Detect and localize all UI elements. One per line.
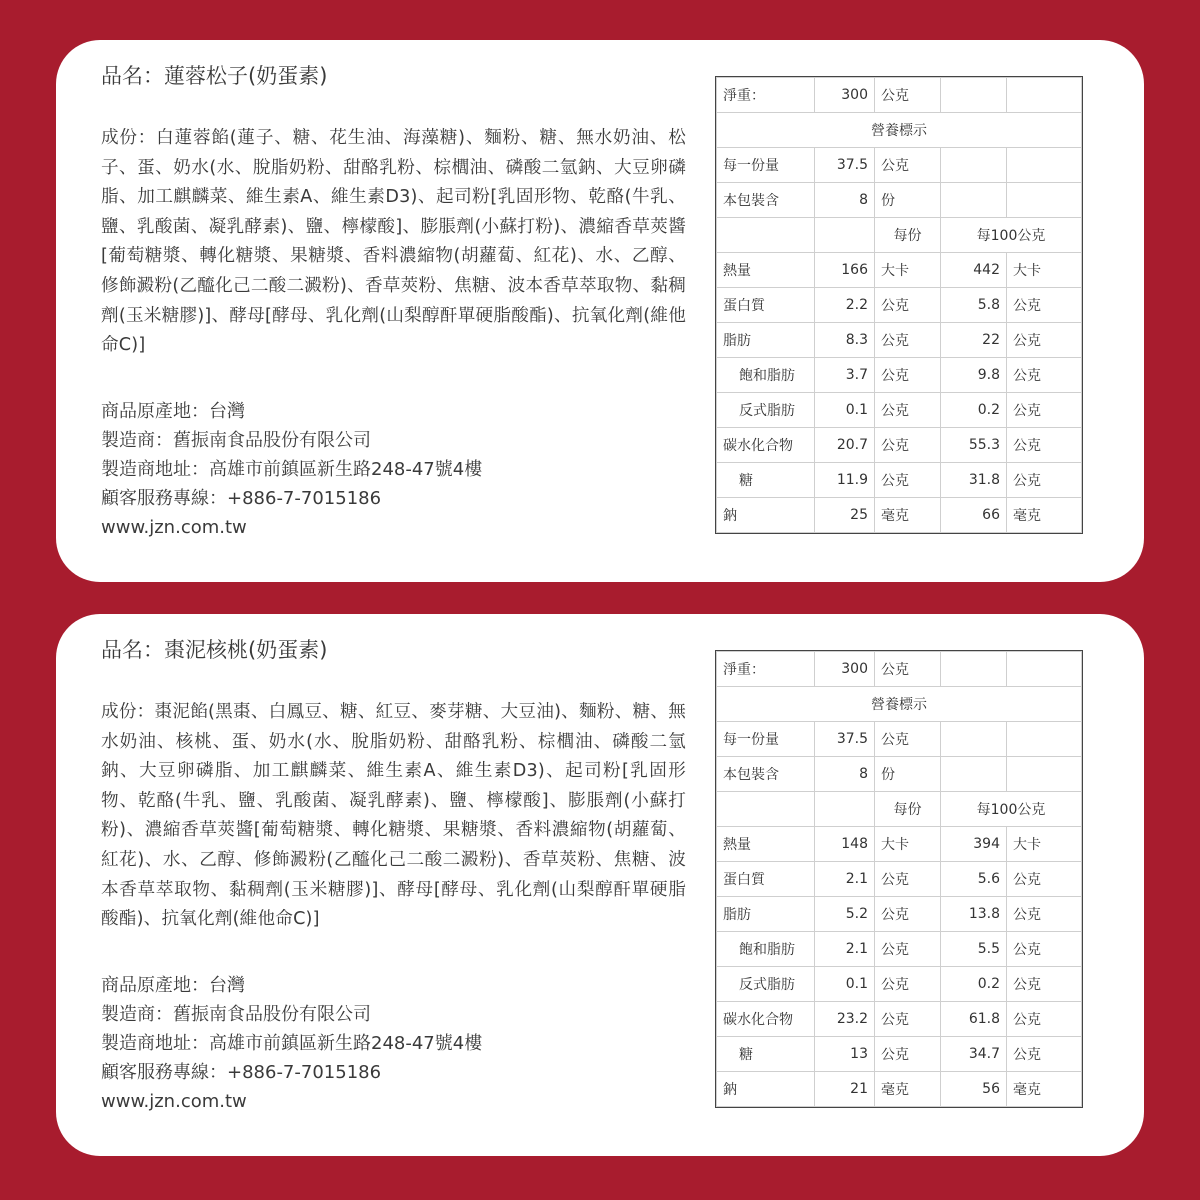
per-100g-unit: 公克 — [1007, 463, 1082, 498]
nutrient-row — [717, 393, 1082, 428]
per-serving-value: 21 — [815, 1072, 875, 1107]
per-serving-value: 3.7 — [815, 358, 875, 393]
net-weight-value: 300 — [815, 652, 875, 687]
nutrient-label: 飽和脂肪 — [717, 358, 815, 393]
per-100g-unit: 大卡 — [1007, 253, 1082, 288]
origin-block — [101, 971, 686, 1116]
per-100g-unit: 毫克 — [1007, 1072, 1082, 1107]
per-serving-unit: 毫克 — [875, 1072, 941, 1107]
origin-block — [101, 397, 686, 542]
per-serving-unit: 公克 — [875, 932, 941, 967]
net-weight-row — [717, 78, 1082, 113]
per-serving-value: 148 — [815, 827, 875, 862]
per-100g-unit: 公克 — [1007, 1002, 1082, 1037]
per-100g-unit: 公克 — [1007, 393, 1082, 428]
net-weight-label: 淨重： — [717, 652, 815, 687]
nutrient-label: 鈉 — [717, 1072, 815, 1107]
servings-per-pack-unit: 份 — [875, 757, 941, 792]
per-serving-value: 13 — [815, 1037, 875, 1072]
nutrient-row — [717, 827, 1082, 862]
customer-hotline: 顧客服務專線：+886-7-7015186 — [101, 487, 382, 509]
per-100g-value: 5.6 — [941, 862, 1007, 897]
nutrition-table — [716, 651, 1082, 1107]
nutrition-title-row — [717, 113, 1082, 148]
product-info — [101, 56, 686, 542]
per-serving-unit: 公克 — [875, 358, 941, 393]
per-100g-unit: 公克 — [1007, 862, 1082, 897]
per-100g-value: 5.5 — [941, 932, 1007, 967]
product-card-2 — [56, 614, 1144, 1156]
nutrient-label: 飽和脂肪 — [717, 932, 815, 967]
serving-size-row — [717, 148, 1082, 183]
per-serving-unit: 毫克 — [875, 498, 941, 533]
per-100g-value: 394 — [941, 827, 1007, 862]
nutrient-label: 脂肪 — [717, 897, 815, 932]
per-serving-value: 11.9 — [815, 463, 875, 498]
serving-size-label: 每一份量 — [717, 148, 815, 183]
ingredients-text: 成份：白蓮蓉餡(蓮子、糖、花生油、海藻糖)、麵粉、糖、無水奶油、松子、蛋、奶水(水、脫脂奶粉、甜酪乳粉、棕櫚油、磷酸二氫鈉、大豆卵磷脂、加工麒麟菜、維生素A、維生素D3)、起司粉[乳固形物、乾酪(牛乳、鹽、乳酸菌、凝乳酵素)、鹽、檸檬酸]、膨脹劑(小蘇打粉)、濃縮香草莢醬[葡萄糖漿、轉化糖漿、果糖漿、香料濃縮物(胡蘿蔔、紅花)、水、乙醇、修飾澱粉(乙醯化己二酸二澱粉)、香草莢粉、焦糖、波本香草萃取物、黏稠劑(玉米糖膠)]、酵母[酵母、乳化劑(山梨醇酐單硬脂酸酯)、抗氧化劑(維他命C)] — [101, 128, 686, 356]
website-link[interactable]: www.jzn.com.tw — [101, 516, 247, 538]
per-serving-value: 2.2 — [815, 288, 875, 323]
per-serving-value: 5.2 — [815, 897, 875, 932]
nutrient-row — [717, 323, 1082, 358]
nutrition-title: 營養標示 — [717, 687, 1082, 722]
product-name: 品名：棗泥核桃(奶蛋素) — [101, 638, 328, 662]
product-card-1 — [56, 40, 1144, 582]
manufacturer-address: 製造商地址：高雄市前鎮區新生路248-47號4樓 — [101, 458, 483, 480]
nutrition-title: 營養標示 — [717, 113, 1082, 148]
serving-size-row — [717, 722, 1082, 757]
per-100g-value: 55.3 — [941, 428, 1007, 463]
servings-per-pack-row — [717, 183, 1082, 218]
per-serving-unit: 公克 — [875, 967, 941, 1002]
per-100g-value: 66 — [941, 498, 1007, 533]
nutrient-row — [717, 463, 1082, 498]
per-serving-value: 2.1 — [815, 862, 875, 897]
nutrient-label: 蛋白質 — [717, 288, 815, 323]
ingredients-text: 成份：棗泥餡(黑棗、白鳳豆、糖、紅豆、麥芽糖、大豆油)、麵粉、糖、無水奶油、核桃、蛋、奶水(水、脫脂奶粉、甜酪乳粉、棕櫚油、磷酸二氫鈉、大豆卵磷脂、加工麒麟菜、維生素A、維生素D3)、起司粉[乳固形物、乾酪(牛乳、鹽、乳酸菌、凝乳酵素)、鹽、檸檬酸]、膨脹劑(小蘇打粉)、濃縮香草莢醬[葡萄糖漿、轉化糖漿、果糖漿、香料濃縮物(胡蘿蔔、紅花)、水、乙醇、修飾澱粉(乙醯化己二酸二澱粉)、香草莢粉、焦糖、波本香草萃取物、黏稠劑(玉米糖膠)]、酵母[酵母、乳化劑(山梨醇酐單硬脂酸酯)、抗氧化劑(維他命C)] — [101, 702, 686, 930]
per-100g-value: 31.8 — [941, 463, 1007, 498]
product-name: 品名：蓮蓉松子(奶蛋素) — [101, 64, 328, 88]
nutrient-label: 碳水化合物 — [717, 428, 815, 463]
manufacturer-address: 製造商地址：高雄市前鎮區新生路248-47號4樓 — [101, 1032, 483, 1054]
net-weight-row — [717, 652, 1082, 687]
per-100g-value: 22 — [941, 323, 1007, 358]
per-serving-unit: 大卡 — [875, 827, 941, 862]
nutrient-row — [717, 1037, 1082, 1072]
nutrition-table — [716, 77, 1082, 533]
net-weight-unit: 公克 — [875, 652, 941, 687]
per-100g-value: 0.2 — [941, 967, 1007, 1002]
nutrient-label: 碳水化合物 — [717, 1002, 815, 1037]
nutrient-row — [717, 358, 1082, 393]
col-per-serving: 每份 — [875, 218, 941, 253]
per-serving-unit: 公克 — [875, 897, 941, 932]
servings-per-pack-label: 本包裝含 — [717, 757, 815, 792]
per-serving-value: 0.1 — [815, 967, 875, 1002]
serving-size-value: 37.5 — [815, 148, 875, 183]
serving-size-unit: 公克 — [875, 148, 941, 183]
per-serving-value: 0.1 — [815, 393, 875, 428]
per-serving-unit: 公克 — [875, 1037, 941, 1072]
nutrient-label: 熱量 — [717, 253, 815, 288]
nutrient-row — [717, 498, 1082, 533]
nutrient-label: 熱量 — [717, 827, 815, 862]
nutrient-label: 鈉 — [717, 498, 815, 533]
manufacturer: 製造商：舊振南食品股份有限公司 — [101, 1003, 371, 1025]
per-100g-unit: 公克 — [1007, 897, 1082, 932]
per-100g-unit: 公克 — [1007, 428, 1082, 463]
nutrient-row — [717, 862, 1082, 897]
nutrient-row — [717, 288, 1082, 323]
serving-size-label: 每一份量 — [717, 722, 815, 757]
net-weight-value: 300 — [815, 78, 875, 113]
per-serving-unit: 公克 — [875, 393, 941, 428]
per-100g-unit: 公克 — [1007, 358, 1082, 393]
net-weight-label: 淨重： — [717, 78, 815, 113]
net-weight-unit: 公克 — [875, 78, 941, 113]
nutrient-label: 糖 — [717, 1037, 815, 1072]
col-per-serving: 每份 — [875, 792, 941, 827]
per-serving-unit: 公克 — [875, 463, 941, 498]
col-per-100g: 每100公克 — [941, 792, 1082, 827]
per-100g-unit: 公克 — [1007, 1037, 1082, 1072]
column-header-row — [717, 792, 1082, 827]
servings-per-pack-unit: 份 — [875, 183, 941, 218]
nutrient-row — [717, 1072, 1082, 1107]
per-100g-value: 5.8 — [941, 288, 1007, 323]
per-100g-value: 13.8 — [941, 897, 1007, 932]
nutrient-label: 蛋白質 — [717, 862, 815, 897]
per-serving-unit: 公克 — [875, 288, 941, 323]
servings-per-pack-value: 8 — [815, 183, 875, 218]
per-serving-value: 23.2 — [815, 1002, 875, 1037]
per-100g-value: 442 — [941, 253, 1007, 288]
nutrient-row — [717, 967, 1082, 1002]
nutrient-label: 反式脂肪 — [717, 967, 815, 1002]
serving-size-unit: 公克 — [875, 722, 941, 757]
per-100g-value: 34.7 — [941, 1037, 1007, 1072]
per-100g-value: 9.8 — [941, 358, 1007, 393]
product-info — [101, 630, 686, 1116]
per-100g-unit: 公克 — [1007, 288, 1082, 323]
nutrient-row — [717, 428, 1082, 463]
servings-per-pack-value: 8 — [815, 757, 875, 792]
customer-hotline: 顧客服務專線：+886-7-7015186 — [101, 1061, 382, 1083]
per-100g-value: 56 — [941, 1072, 1007, 1107]
nutrient-label: 反式脂肪 — [717, 393, 815, 428]
nutrient-label: 脂肪 — [717, 323, 815, 358]
column-header-row — [717, 218, 1082, 253]
per-100g-unit: 公克 — [1007, 932, 1082, 967]
per-100g-unit: 大卡 — [1007, 827, 1082, 862]
per-serving-value: 25 — [815, 498, 875, 533]
per-serving-value: 2.1 — [815, 932, 875, 967]
per-100g-value: 61.8 — [941, 1002, 1007, 1037]
serving-size-value: 37.5 — [815, 722, 875, 757]
col-per-100g: 每100公克 — [941, 218, 1082, 253]
nutrition-title-row — [717, 687, 1082, 722]
website-link[interactable]: www.jzn.com.tw — [101, 1090, 247, 1112]
origin-country: 商品原產地：台灣 — [101, 400, 245, 422]
manufacturer: 製造商：舊振南食品股份有限公司 — [101, 429, 371, 451]
per-serving-unit: 公克 — [875, 1002, 941, 1037]
nutrient-row — [717, 897, 1082, 932]
per-100g-unit: 公克 — [1007, 323, 1082, 358]
per-serving-unit: 公克 — [875, 428, 941, 463]
nutrient-row — [717, 932, 1082, 967]
nutrient-row — [717, 1002, 1082, 1037]
per-serving-value: 20.7 — [815, 428, 875, 463]
per-serving-unit: 公克 — [875, 862, 941, 897]
servings-per-pack-label: 本包裝含 — [717, 183, 815, 218]
per-100g-unit: 公克 — [1007, 967, 1082, 1002]
nutrient-label: 糖 — [717, 463, 815, 498]
per-serving-unit: 公克 — [875, 323, 941, 358]
servings-per-pack-row — [717, 757, 1082, 792]
nutrient-row — [717, 253, 1082, 288]
origin-country: 商品原產地：台灣 — [101, 974, 245, 996]
per-100g-value: 0.2 — [941, 393, 1007, 428]
per-serving-unit: 大卡 — [875, 253, 941, 288]
per-serving-value: 166 — [815, 253, 875, 288]
per-serving-value: 8.3 — [815, 323, 875, 358]
per-100g-unit: 毫克 — [1007, 498, 1082, 533]
